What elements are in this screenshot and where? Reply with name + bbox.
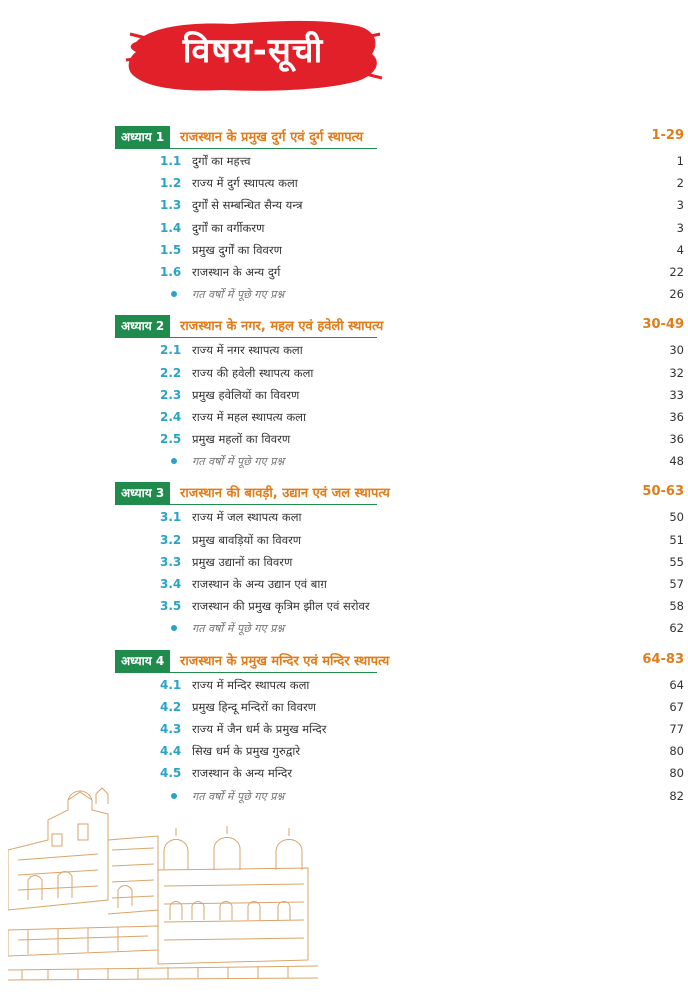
item-number: 1.6 [160, 264, 182, 279]
item-title: सिख धर्म के प्रमुख गुरुद्वारे [192, 744, 301, 759]
chapter-badge: अध्याय 2 [115, 315, 170, 337]
item-page: 3 [676, 198, 684, 213]
item-number: 1.1 [160, 154, 182, 168]
chapter-title: राजस्थान के प्रमुख मन्दिर एवं मन्दिर स्थापत्य [180, 653, 390, 669]
item-page: 4 [676, 242, 684, 257]
item-page: 77 [669, 721, 684, 736]
item-number: 3.3 [160, 554, 182, 569]
item-number: 4.2 [160, 699, 182, 714]
pyq-title: गत वर्षों में पूछे गए प्रश्न [192, 622, 285, 636]
item-title: प्रमुख हिन्दू मन्दिरों का विवरण [192, 699, 316, 714]
fort-illustration [8, 780, 328, 990]
chapter-badge: अध्याय 4 [115, 650, 170, 672]
chapter-underline [115, 504, 377, 505]
item-number: 2.4 [160, 409, 182, 424]
item-page: 58 [669, 599, 684, 614]
item-title: राज्य में नगर स्थापत्य कला [192, 343, 303, 358]
pyq-item[interactable] [0, 283, 688, 305]
item-title: दुर्गों का वर्गीकरण [192, 220, 265, 235]
toc-item[interactable] [0, 339, 688, 361]
item-page: 30 [669, 343, 684, 358]
item-page: 82 [669, 788, 684, 803]
toc-item[interactable] [0, 217, 688, 239]
item-number: 4.3 [160, 721, 182, 736]
pyq-title: गत वर्षों में पूछे गए प्रश्न [192, 455, 285, 469]
item-number: 1.5 [160, 242, 182, 257]
chapter-pages: 50-63 [642, 484, 684, 500]
item-page: 32 [669, 365, 684, 380]
item-page: 1 [676, 154, 684, 168]
pyq-title: गत वर्षों में पूछे गए प्रश्न [192, 288, 285, 302]
item-page: 67 [669, 699, 684, 714]
item-page: 51 [669, 532, 684, 547]
toc-item[interactable] [0, 261, 688, 283]
item-number: 2.2 [160, 365, 182, 380]
chapter-title: राजस्थान के प्रमुख दुर्ग एवं दुर्ग स्थापत्य [180, 130, 363, 145]
toc-item[interactable] [0, 150, 688, 172]
item-page: 36 [669, 432, 684, 447]
item-title: राज्य में महल स्थापत्य कला [192, 409, 306, 424]
item-number: 1.2 [160, 176, 182, 191]
toc-item[interactable] [0, 595, 688, 617]
toc-item[interactable] [0, 674, 688, 696]
item-page: 62 [669, 621, 684, 636]
chapter-heading[interactable] [0, 313, 688, 339]
item-page: 36 [669, 409, 684, 424]
toc-item[interactable] [0, 194, 688, 216]
item-title: राजस्थान के अन्य दुर्ग [192, 264, 281, 279]
chapter-title: राजस्थान के नगर, महल एवं हवेली स्थापत्य [180, 319, 384, 335]
chapter-heading[interactable] [0, 648, 688, 674]
item-page: 55 [669, 554, 684, 569]
item-page: 48 [669, 454, 684, 469]
item-title: राज्य की हवेली स्थापत्य कला [192, 365, 314, 380]
toc-item[interactable] [0, 529, 688, 551]
toc-item[interactable] [0, 406, 688, 428]
item-page: 80 [669, 744, 684, 759]
toc-item[interactable] [0, 740, 688, 762]
toc-item[interactable] [0, 506, 688, 528]
item-title: प्रमुख दुर्गों का विवरण [192, 242, 282, 257]
chapter-pages: 30-49 [642, 317, 684, 333]
item-title: प्रमुख बावड़ियों का विवरण [192, 532, 302, 547]
item-title: राज्य में दुर्ग स्थापत्य कला [192, 176, 298, 191]
pyq-item[interactable] [0, 450, 688, 472]
toc-item[interactable] [0, 428, 688, 450]
chapter-heading[interactable] [0, 124, 688, 150]
toc-item[interactable] [0, 718, 688, 740]
item-page: 2 [676, 176, 684, 191]
pyq-title: गत वर्षों में पूछे गए प्रश्न [192, 789, 285, 803]
item-number: 3.4 [160, 577, 182, 591]
item-title: राज्य में जैन धर्म के प्रमुख मन्दिर [192, 721, 327, 736]
bullet-icon [171, 625, 177, 631]
bullet-icon [171, 291, 177, 297]
pyq-item[interactable] [0, 617, 688, 639]
item-number: 3.5 [160, 599, 182, 614]
item-page: 80 [669, 766, 684, 781]
toc-item[interactable] [0, 696, 688, 718]
item-number: 4.1 [160, 677, 182, 692]
title-banner [122, 12, 384, 98]
toc-item[interactable] [0, 362, 688, 384]
chapter-pages: 1-29 [651, 128, 684, 143]
item-title: दुर्गों से सम्बन्धित सैन्य यन्त्र [192, 198, 303, 213]
item-number: 4.4 [160, 744, 182, 759]
item-title: प्रमुख उद्यानों का विवरण [192, 554, 293, 569]
item-number: 3.1 [160, 510, 182, 525]
item-number: 4.5 [160, 766, 182, 781]
chapter-underline [115, 337, 377, 338]
toc-item[interactable] [0, 239, 688, 261]
item-title: राजस्थान के अन्य मन्दिर [192, 766, 293, 781]
chapter-badge: अध्याय 3 [115, 482, 170, 504]
item-page: 50 [669, 510, 684, 525]
item-number: 3.2 [160, 532, 182, 547]
toc-item[interactable] [0, 172, 688, 194]
item-title: प्रमुख महलों का विवरण [192, 432, 291, 447]
chapter-badge: अध्याय 1 [115, 126, 170, 148]
item-title: प्रमुख हवेलियों का विवरण [192, 387, 300, 402]
chapter-underline [115, 672, 377, 673]
chapter-heading[interactable] [0, 480, 688, 506]
item-page: 33 [669, 387, 684, 402]
item-number: 2.5 [160, 432, 182, 447]
toc-item[interactable] [0, 573, 688, 595]
item-number: 2.3 [160, 387, 182, 402]
item-title: राज्य में मन्दिर स्थापत्य कला [192, 677, 310, 692]
item-page: 22 [669, 264, 684, 279]
chapter-underline [115, 148, 377, 149]
item-number: 2.1 [160, 343, 182, 358]
item-page: 64 [669, 677, 684, 692]
page-title: विषय-सूची [182, 31, 324, 71]
chapter-title: राजस्थान की बावड़ी, उद्यान एवं जल स्थापत्य [180, 486, 390, 502]
table-of-contents [0, 124, 688, 807]
item-page: 26 [669, 287, 684, 302]
item-number: 1.3 [160, 198, 182, 213]
toc-item[interactable] [0, 384, 688, 406]
item-number: 1.4 [160, 220, 182, 235]
item-page: 57 [669, 577, 684, 591]
item-title: दुर्गों का महत्त्व [192, 154, 251, 168]
item-title: राज्य में जल स्थापत्य कला [192, 510, 302, 525]
item-title: राजस्थान की प्रमुख कृत्रिम झील एवं सरोवर [192, 599, 370, 614]
item-title: राजस्थान के अन्य उद्यान एवं बाग़ [192, 577, 327, 591]
chapter-pages: 64-83 [642, 651, 684, 667]
item-page: 3 [676, 220, 684, 235]
toc-item[interactable] [0, 551, 688, 573]
bullet-icon [171, 458, 177, 464]
